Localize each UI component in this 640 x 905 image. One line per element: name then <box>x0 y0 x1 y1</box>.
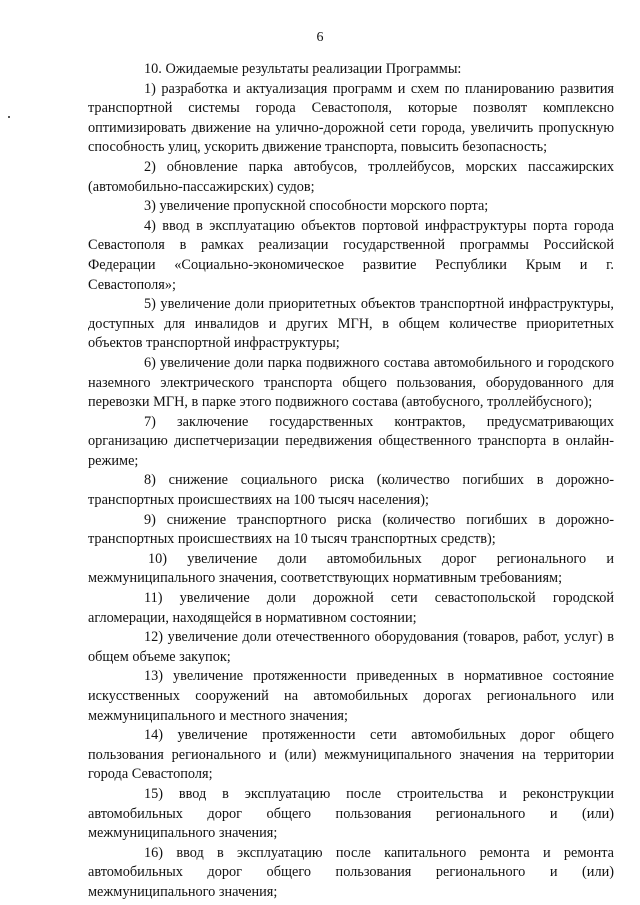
result-item-1: 1) разработка и актуализация программ и схем по планированию развития транспортной системы города Севастополя, которые позволят комплексно оптимизировать движение на улично-дорожной сети города, увеличить пропускную способность улиц, ускорить движение транспорта, повысить безопасность; <box>88 80 614 156</box>
result-item-13: 13) увеличение протяженности приведенных в нормативное состояние искусственных сооружений на автомобильных дорогах регионального или межмуниципального и местного значения; <box>88 668 614 724</box>
result-item-10: 10) увеличение доли автомобильных дорог регионального и межмуниципального значения, соответствующих нормативным требованиям; <box>88 550 614 587</box>
result-item-16: 16) ввод в эксплуатацию после капитального ремонта и ремонта автомобильных дорог общего пользования регионального и (или) межмуниципального значения; <box>88 844 614 900</box>
result-item-9: 9) снижение транспортного риска (количество погибших в дорожно-транспортных происшествиях на 10 тысяч транспортных средств); <box>88 511 614 548</box>
document-body <box>88 60 614 903</box>
page-number: 6 <box>316 30 324 45</box>
result-item-7: 7) заключение государственных контрактов, предусматривающих организацию диспетчеризации передвижения общественного транспорта в онлайн-режиме; <box>88 413 614 469</box>
result-item-8: 8) снижение социального риска (количество погибших в дорожно-транспортных происшествиях на 100 тысяч населения); <box>88 472 614 509</box>
result-item-6: 6) увеличение доли парка подвижного состава автомобильного и городского наземного электрического транспорта общего пользования, оборудованного для перевозки МГН, в парке этого подвижного состава (автобусного, троллейбусного); <box>88 354 614 411</box>
section-heading: 10. Ожидаемые результаты реализации Программы: <box>144 61 462 77</box>
result-item-3: 3) увеличение пропускной способности морского порта; <box>144 198 489 215</box>
result-item-12: 12) увеличение доли отечественного оборудования (товаров, работ, услуг) в общем объеме закупок; <box>88 629 614 665</box>
result-item-5: 5) увеличение доли приоритетных объектов транспортной инфраструктуры, доступных для инвалидов и других МГН, в общем количестве приоритетных объектов транспортной инфраструктуры; <box>88 296 614 352</box>
result-item-4: 4) ввод в эксплуатацию объектов портовой инфраструктуры порта города Севастополя в рамках реализации государственной программы Российской Федерации «Социально-экономическое развитие Республики Крым и г. Севастополя»; <box>88 217 614 293</box>
result-item-15: 15) ввод в эксплуатацию после строительства и реконструкции автомобильных дорог общего пользования регионального и (или) межмуниципального значения; <box>88 785 614 842</box>
result-item-2: 2) обновление парка автобусов, троллейбусов, морских пассажирских (автомобильно-пассажирских) судов; <box>88 158 614 195</box>
scan-artifact-dot <box>8 116 10 118</box>
result-item-11: 11) увеличение доли дорожной сети севастопольской городской агломерации, находящейся в нормативном состоянии; <box>88 590 614 626</box>
result-item-14: 14) увеличение протяженности сети автомобильных дорог общего пользования регионального и (или) межмуниципального значения на территории города Севастополя; <box>88 727 614 783</box>
